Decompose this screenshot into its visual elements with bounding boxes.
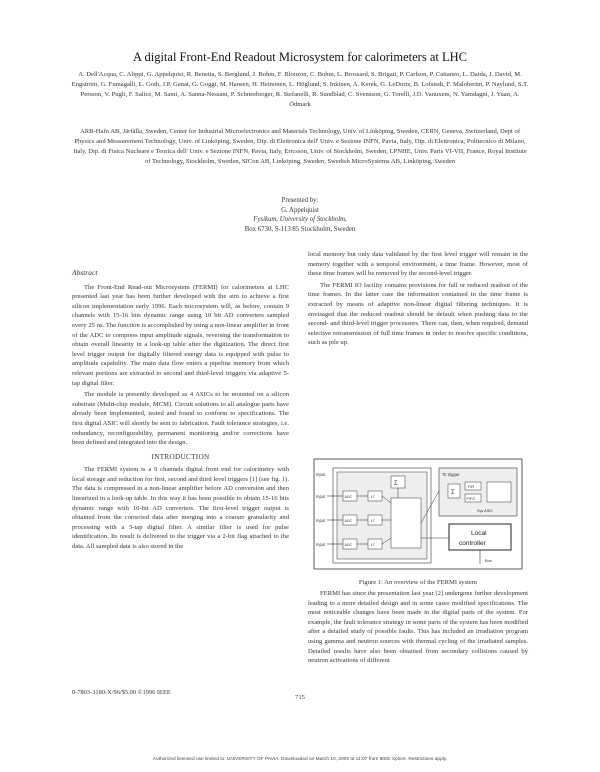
presenter-org: Fysikum, University of Stockholm, xyxy=(253,216,347,223)
body-paragraph: FERMI has since the presentation last year [2] undergone further development leading to a more detailed design and in some cases modified specifications. The most noticeable changes have been made in the digital parts of the system. For example, the fault tolerance strategy in some parts of the system has been modified after a detailed study of possible faults. This has included an irradiation program using gamma and neutron sources with thermal cycling of the irradiated samples. Detailed results have also been obtained from secondary collisions caused by neutron activations of different xyxy=(308,590,528,665)
right-column-lower xyxy=(308,589,528,668)
input-top-label: Input xyxy=(316,472,326,477)
adc-label: ADC xyxy=(344,519,353,523)
lt-label: LT xyxy=(371,495,375,499)
lt-label: LT xyxy=(371,543,375,547)
sys-asic-label: Sys ASIC xyxy=(477,509,494,513)
author-list: A. Dell'Acqua, C. Alippi, G. Appelquist, R. Benetta, S. Berglund, J. Bohm, F. Blouzon, C. Bohm, L. Brossard, S. Brigati, P. Carlson, P. Cattaneo, L. Daida, J. David, M. Engström, G. Fumagalli, L. Goth, J.P. Genat, G. Goggi, M. Hansen, H. Heinonen, L. Höglund, S. Inkinen, A. Kerek, G. LeDortz, B. Lofstedt, F. Malobertin, P. Naylund, S.T. Persson, V. Pugli, F. Salice, M. Sami, A. Sanna-Nessant, P. Schneeberger, R. Stefanelli, R. Sundblad, C. Svensson, G. Torelli, J.D. Vanuxem, N. Yamdagni, J. Yuan, A. Ödmark xyxy=(71,71,529,108)
local-controller-label-2: controller xyxy=(459,540,486,547)
input-label: Input xyxy=(316,518,326,523)
affiliation-list: ARB-Hafn AB, Järfälla, Sweden, Center for Industrial Microelectronics and Materials Technology, Univ. of Linköping, Sweden, CERN, Geneva, Switzerland, Dept of Physics and Measurement Technology, Univ. of Linköping, Sweden, Dip. di Elettronica dell' Univ. e Sezione INFN, Pavia, Italy, Dip. di Elettronica, Politecnico di Milano, Italy, Dip. di Fisica Nucleare e Teorica dell' Univ. e Sezione INFN, Pavia, Italy, Ericsson, Univ. of Stockholm, Sweden, LPNHE, Univ. Paris VI-VII, France, Royal Institute of Technology, Stockholm, Sweden, SICon AB, Linköping, Sweden, Swedish MicroSystems AB, Linköping, Sweden xyxy=(73,128,527,165)
page-number: 715 xyxy=(295,694,305,701)
presenter-name: G. Appelquist xyxy=(281,206,319,214)
adc-label: ADC xyxy=(344,543,353,547)
adc-label: ADC xyxy=(344,495,353,499)
abstract-paragraph: The module is presently developed as 4 ASICs to be mounted on a silicon substrate (Multi-chip module, MCM). Circuit solutions to all analogue parts have already been implemented, tested and found to conform to specifications. The first digital ASIC will shortly be sent to fabrication. Fault tolerance strategies, i.e. redundancy, reconfigurability, permanent monitoring and/or corrections have been defined and integrated into the design. xyxy=(72,391,289,447)
right-column xyxy=(308,250,528,350)
left-column xyxy=(72,268,289,554)
fifo-label: FIFO xyxy=(466,497,476,501)
introduction-paragraph: The FERMI system is a 9 channels digital front end for calorimetry with local storage and reduction for first, second and third level triggers [1] (see fig. 1). The data is compressed in a non-linear amplifier before AD conversion and then linearized in a look-up table. In this way it has been possible to obtain 15-16 bits dynamic range with 10-bit AD converters. The first-level trigger output is obtained from the corrected data after merging into a coarser granularity and processing with a 5-tap digital filter. A similar filter is used for pulse identification. Its result is delivered to the trigger via a 2-bit flag attached to the data. All sampled data is also stored in the xyxy=(72,466,289,551)
abstract-heading: Abstract xyxy=(72,268,98,277)
abstract-paragraph: The Front-End Read-out Microsystem (FERMI) for calorimeters at LHC presented last year has been further developed with the aim to achieve a first silicon implementation early 1996. Each microsystem will, as before, contain 9 channels with 15-16 bits dynamic range using 10 bit AD converters sampled every 25 ns. The function is accomplished by using a non-linear amplifier in front of the ADC to compress input amplitude signals, reversing the transformation to obtain overall linearity in a look-up table after the digitization. The direct first level trigger output for digitally filtered energy data is equipped with pulse to amplitude capability. The main data flow enters a pipeline memory from which relevant portions are extracted to second and third-level triggers via adaptive 5-tap digital filter. xyxy=(72,283,289,387)
figure-1-diagram xyxy=(313,458,523,570)
presenter-label: Presented by: xyxy=(281,197,319,204)
figure-caption: Figure 1: An overview of the FERMI system xyxy=(358,579,478,586)
isbn-line: 0-7803-3180-X/96/$5.00 ©1996 IEEE xyxy=(72,689,171,696)
sum-symbol: Σ xyxy=(394,481,398,487)
input-label: Input xyxy=(316,494,326,499)
body-paragraph: The FERMI IO facility contains provisions for full or reduced readout of the time frames. In the latter case the information contained in the time frame is extracted by means of adaptive non-linear digital filtering techniques. It is envisaged that the reduced readout should be default when pushing data to the second- and third-level trigger processors. There can, then, when required, demand selective retransmission of full time frames in order to resolve specific conditions, such as pile up. xyxy=(308,281,528,347)
license-footer: Authorized licensed use limited to: UNIVERSITY OF PAVIA. Downloaded on March 10, 2009 at 11:07 from IEEE Xplore. Restrictions apply. xyxy=(152,757,448,762)
sys-output-block xyxy=(487,482,511,502)
introduction-heading: INTRODUCTION xyxy=(151,452,210,461)
to-trigger-label: To trigger xyxy=(442,472,460,477)
presenter-block xyxy=(0,196,600,234)
pipeline-memory-block xyxy=(391,498,421,548)
sys-sum-label: Σ xyxy=(451,490,455,496)
local-controller-label-1: Local xyxy=(471,530,487,537)
presenter-address: Box 6730, S-113 85 Stockholm, Sweden xyxy=(244,225,356,233)
paper-title: A digital Front-End Readout Microsystem for calorimeters at LHC xyxy=(133,50,467,64)
lt-label: LT xyxy=(371,519,375,523)
body-paragraph: local memory but only data validated by the first level trigger will remain in the memory together with a temporal environment, a time frame. However, most of these time frames will be removed by the second-level trigger. xyxy=(308,251,528,278)
fermi-block-diagram xyxy=(313,458,523,570)
fir-label: FIR xyxy=(468,485,475,489)
bus-label: Bus xyxy=(485,558,492,563)
input-label: Input xyxy=(316,542,326,547)
